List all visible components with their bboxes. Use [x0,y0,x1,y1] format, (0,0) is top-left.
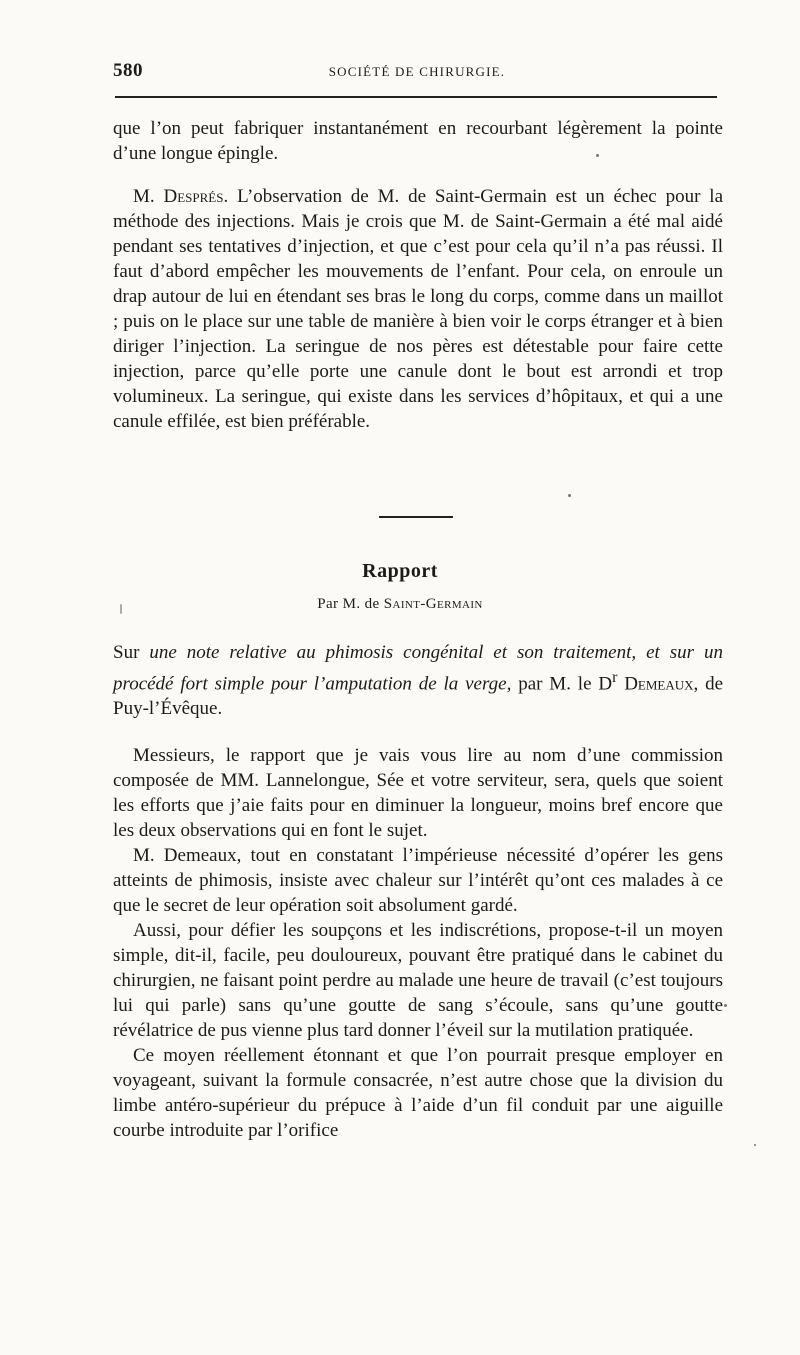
despres-paragraph [113,184,723,434]
section-separator [379,516,453,518]
page-header [113,60,721,88]
subject-sup: r [612,669,618,686]
running-head: SOCIÉTÉ DE CHIRURGIE. [328,64,506,79]
despres-text: L’observation de M. de Saint-Germain est un échec pour la méthode des injections. Mais je crois que M. de Saint-Germain a été mal aidé pendant ses tentatives d’injection, et que c’est pour cela qu’il n’a pas réussi. Il faut d’abord empêcher les mouvements de l’enfant. Pour cela, on enroule un drap autour de lui en étendant ses bras le long du corps, comme dans un maillot ; puis on le place sur une table de manière à bien voir le corps étranger et à bien diriger l’injection. La seringue de nos pères est détestable pour faire cette injection, parce qu’elle porte une canule dont le bout est arrondi et trop volumineux. La seringue, qui existe dans les services d’hôpitaux, et qui a une canule effilée, est bien préférable. [113,186,723,432]
subject-title: une note relative au phimosis congénital et son traitement, et sur un procédé fort simple pour l’amputation de la verge, [113,642,723,695]
body-paragraph-3: Aussi, pour défier les soupçons et les indiscrétions, propose-t-il un moyen simple, dit-il, facile, peu douloureux, pouvant être pratiqué dans le cabinet du chirurgien, ne faisant point perdre au malade une heure de travail (c’est toujours lui qui parle) sans qu’une goutte de sang s’écoule, sans qu’une goutte révélatrice de pus vienne plus tard donner l’éveil sur la mutilation pratiquée. [113,920,723,1041]
body-paragraph-4: Ce moyen réellement étonnant et que l’on pourrait presque employer en voyageant, suivant la formule consacrée, n’est autre chose que la division du limbe antéro-supérieur du prépuce à l’aide d’un fil conduit par une aiguille courbe introduite par l’orifice [113,1045,723,1141]
subject-place: , de Puy-l’Évêque. [113,673,724,720]
intro-paragraph [113,116,723,166]
paper-speck [724,1004,727,1007]
speaker-name: M. Després. [133,186,229,207]
paper-speck [596,154,599,157]
report-body [113,743,723,1143]
report-subject [113,640,723,721]
body-paragraph-1: Messieurs, le rapport que je vais vous lire au nom d’une commission composée de MM. Lannelongue, Sée et votre serviteur, sera, quels que soient les efforts que j’aie faits pour en diminuer la longueur, moins bref encore que les deux observations qui en font le sujet. [113,745,723,841]
byline-prefix: Par M. de [317,596,380,612]
intro-text: que l’on peut fabriquer instantanément en recourbant légèrement la pointe d’une longue épingle. [113,118,723,164]
paper-speck [568,494,571,497]
report-title: Rapport [362,560,438,582]
paper-speck [120,604,122,614]
body-paragraph-2: M. Demeaux, tout en constatant l’impérieuse nécessité d’opérer les gens atteints de phimosis, insiste avec chaleur sur l’intérêt qu’ont ces malades à ce que le secret de leur opération soit absolument gardé. [113,845,723,916]
header-rule [115,96,717,98]
subject-prefix: Sur [113,642,140,663]
page-number: 580 [113,60,143,81]
byline-author: Saint-Germain [383,596,483,612]
paper-speck [754,1144,756,1146]
subject-author: Demeaux [624,673,694,695]
subject-by: par M. le D [518,673,613,695]
